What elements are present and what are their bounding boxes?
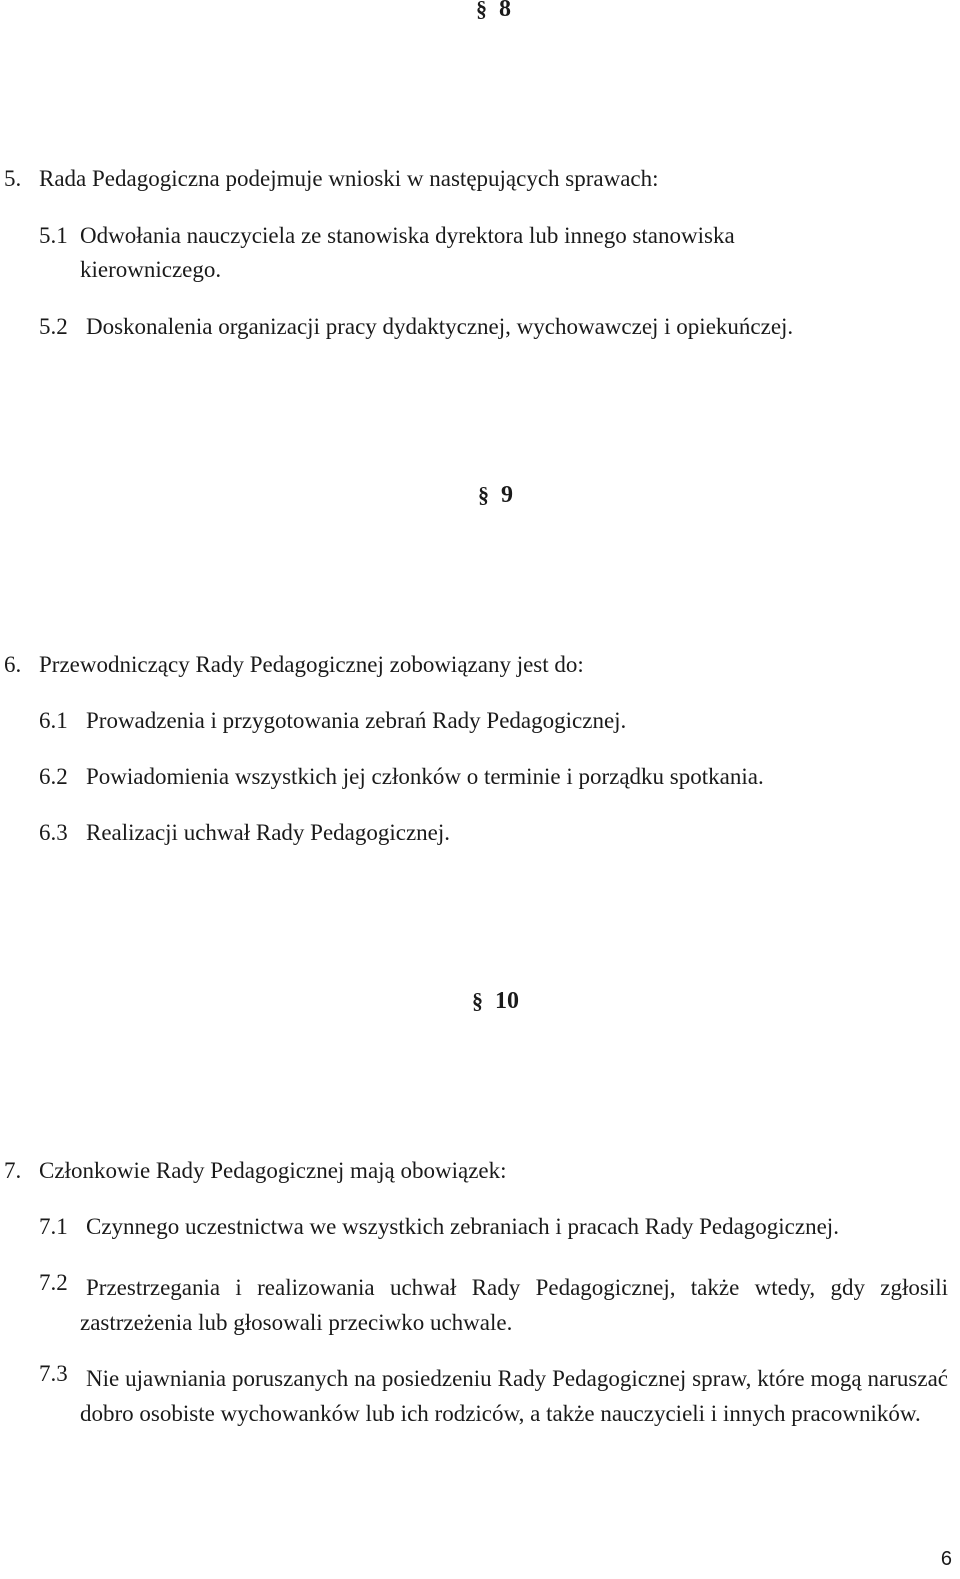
item-6-text: Przewodniczący Rady Pedagogicznej zobowiązany jest do: [39, 652, 584, 677]
item-5-1-text-line2: kierowniczego. [80, 257, 222, 282]
section-heading-8 [476, 0, 511, 23]
section-sign: § [472, 988, 483, 1013]
section-sign: § [478, 482, 489, 507]
section-number: 10 [495, 988, 519, 1014]
section-number: 9 [501, 482, 513, 508]
item-7-1-number: 7.1 [39, 1214, 68, 1239]
item-5-number: 5. [4, 166, 22, 191]
item-7-2-text: Przestrzegania i realizowania uchwał Rady Pedagogicznej, także wtedy, gdy zgłosili zastrzeżenia lub głosowali przeciwko uchwale. [80, 1275, 948, 1335]
item-7-1-text: Czynnego uczestnictwa we wszystkich zebraniach i pracach Rady Pedagogicznej. [86, 1214, 839, 1239]
item-7-2-number: 7.2 [39, 1270, 68, 1295]
item-5-2-number: 5.2 [39, 314, 68, 339]
item-6-2-text: Powiadomienia wszystkich jej członków o terminie i porządku spotkania. [86, 764, 764, 789]
item-6-3-number: 6.3 [39, 820, 68, 845]
item-5-2-text: Doskonalenia organizacji pracy dydaktycznej, wychowawczej i opiekuńczej. [86, 314, 794, 339]
item-5-1-number: 5.1 [39, 223, 68, 248]
item-7-number: 7. [4, 1158, 22, 1183]
item-6-1-text: Prowadzenia i przygotowania zebrań Rady Pedagogicznej. [86, 708, 627, 733]
item-5-text: Rada Pedagogiczna podejmuje wnioski w następujących sprawach: [39, 166, 659, 191]
item-6-2-number: 6.2 [39, 764, 68, 789]
item-7-3-text: Nie ujawniania poruszanych na posiedzeniu Rady Pedagogicznej spraw, które mogą naruszać dobro osobiste wychowanków lub ich rodziców, a także nauczycieli i innych pracowników. [80, 1366, 948, 1426]
item-7-3-number: 7.3 [39, 1361, 68, 1386]
item-6-3-text: Realizacji uchwał Rady Pedagogicznej. [86, 820, 451, 845]
item-7-text: Członkowie Rady Pedagogicznej mają obowiązek: [39, 1158, 507, 1183]
section-heading-9 [478, 482, 513, 509]
section-heading-10 [472, 988, 519, 1015]
item-6-number: 6. [4, 652, 22, 677]
section-number: 8 [499, 0, 511, 22]
section-sign: § [476, 0, 487, 21]
item-6-1-number: 6.1 [39, 708, 68, 733]
item-5-1-text-line1: Odwołania nauczyciela ze stanowiska dyrektora lub innego stanowiska [80, 223, 735, 248]
page-number: 6 [940, 1548, 952, 1570]
